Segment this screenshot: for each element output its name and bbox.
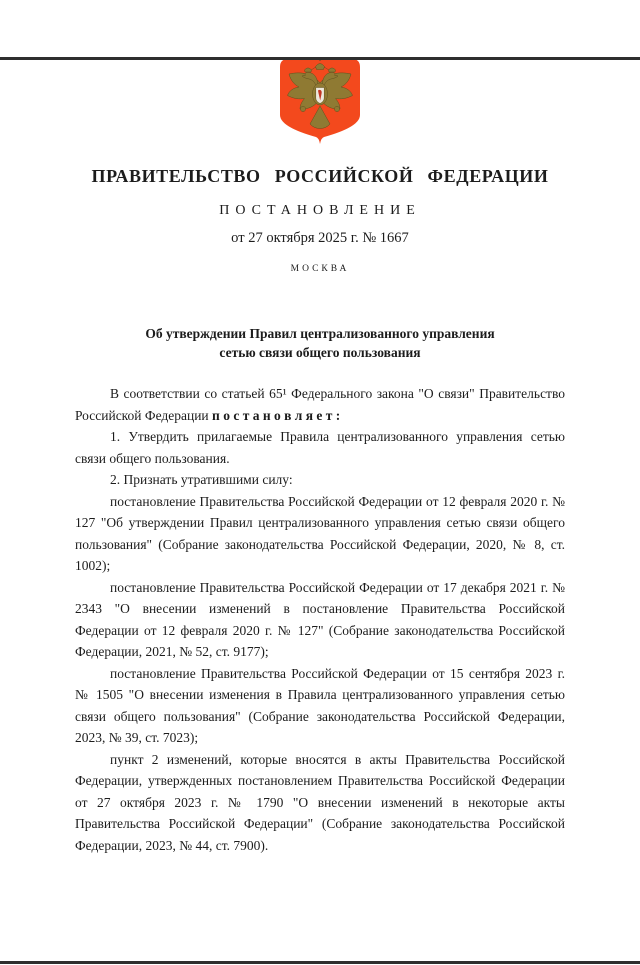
document-title-line1: Об утверждении Правил централизованного управления: [145, 326, 495, 341]
paragraph: постановление Правительства Российской Федерации от 17 декабря 2021 г. № 2343 "О внесении изменений в постановление Правительства Российской Федерации от 12 февраля 2020 г. № 127" (Собрание законодательства Российской Федерации, 2021, № 52, ст. 9177);: [75, 579, 565, 659]
city-label: МОСКВА: [290, 264, 350, 274]
document-body: [0, 383, 640, 856]
top-edge-bar: [0, 57, 640, 60]
coat-of-arms: [278, 57, 362, 147]
paragraph-intro: [75, 383, 565, 426]
document-type-label: ПОСТАНОВЛЕНИЕ: [219, 203, 421, 218]
russia-coat-of-arms-icon: [278, 57, 362, 147]
document-page: [0, 57, 640, 965]
document-title-line2: сетью связи общего пользования: [219, 345, 421, 360]
paragraph: 2. Признать утратившими силу:: [110, 472, 293, 487]
document-date-number: от 27 октября 2025 г. № 1667: [231, 230, 409, 246]
paragraph: постановление Правительства Российской Федерации от 15 сентября 2023 г. № 1505 "О внесении изменения в Правила централизованного управления сетью связи общего пользования" (Собрание законодательства Российской Федерации, 2023, № 39, ст. 7023);: [75, 665, 565, 745]
document-title: [85, 324, 555, 362]
intro-resolves-keyword: п о с т а н о в л я е т :: [212, 407, 341, 423]
paragraph: пункт 2 изменений, которые вносятся в акты Правительства Российской Федерации, утвержденных постановлением Правительства Российской Федерации от 27 октября 2023 г. № 1790 "О внесении изменений в некоторые акты Правительства Российской Федерации" (Собрание законодательства Российской Федерации, 2023, № 44, ст. 7900).: [75, 751, 565, 853]
intro-text: В соответствии со статьей 65¹ Федерального закона "О связи" Правительство Российской Федерации: [75, 386, 565, 423]
paragraph: 1. Утвердить прилагаемые Правила централизованного управления сетью связи общего пользования.: [75, 429, 565, 466]
paragraph: постановление Правительства Российской Федерации от 12 февраля 2020 г. № 127 "Об утверждении Правил централизованного управления сетью связи общего пользования" (Собрание законодательства Российской Федерации, 2020, № 8, ст. 1002);: [75, 493, 565, 573]
government-header: ПРАВИТЕЛЬСТВО РОССИЙСКОЙ ФЕДЕРАЦИИ: [91, 166, 549, 186]
bottom-edge-bar: [0, 961, 640, 964]
